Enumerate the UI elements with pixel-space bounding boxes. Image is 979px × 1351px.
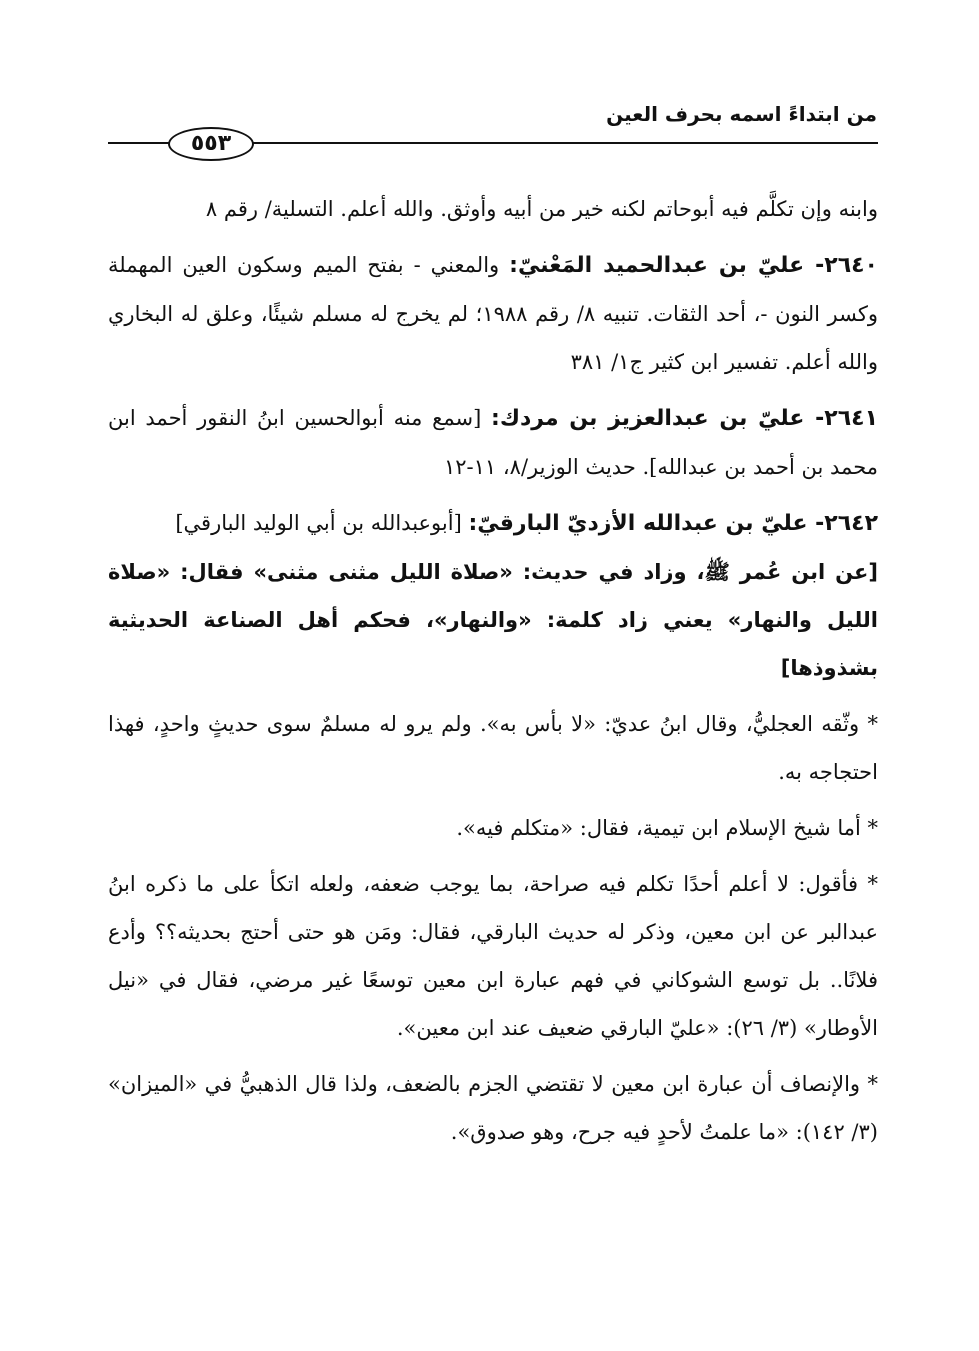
paragraph-ibn-taymiyya: * أما شيخ الإسلام ابن تيمية، فقال: «متكلم فيه». (456, 816, 878, 840)
entry-2642 (108, 499, 878, 548)
entry-2642-text: [أبوعبدالله بن أبي الوليد البارقي] (175, 511, 462, 535)
page-body (108, 185, 878, 1164)
entry-2640 (108, 241, 878, 386)
paragraph-author-opinion: * فأقول: لا أعلم أحدًا تكلم فيه صراحة، بما يوجب ضعفه، ولعله اتكأ على ما ذكره ابنُ عبدالبر عن ابن معين، وذكر له حديث البارقي، فقال: ومَن هو حتى أحتج بحديثه؟؟ وأدع فلانًا.. بل توسع الشوكاني في فهم عبارة ابن معين توسعًا غير مرضي، فقال في «نيل الأوطار» (٣/ ٢٦): «عليّ البارقي ضعيف عند ابن معين». (108, 872, 878, 1040)
entry-2641-heading: ٢٦٤١- عليّ بن عبدالعزيز بن مردك: (491, 406, 878, 431)
entry-2642-heading: ٢٦٤٢- عليّ بن عبدالله الأزديّ البارقيّ: (468, 511, 878, 536)
continuation-paragraph: وابنه وإن تكلَّم فيه أبوحاتم لكنه خير من أبيه وأوثق. والله أعلم. التسلية/ رقم ٨ (205, 197, 878, 221)
paragraph-insaf: * والإنصاف أن عبارة ابن معين لا تقتضي الجزم بالضعف، ولذا قال الذهبيُّ في «الميزان» (٣/ ١٤٢): «ما علمتُ لأحدٍ فيه جرح، وهو صدوق». (108, 1072, 878, 1144)
entry-2640-text: والمعني - بفتح الميم وسكون العين المهملة وكسر النون -، أحد الثقات. تنبيه ٨/ رقم ١٩٨٨؛ لم يخرج له مسلم شيئًا، وعلق له البخاري والله أعلم. تفسير ابن كثير ج١/ ٣٨١ (108, 253, 878, 374)
entry-2641-text: [سمع منه أبوالحسين ابنُ النقور أحمد ابن محمد بن أحمد بن عبدالله]. حديث الوزير/٨، ١١-١٢ (108, 406, 878, 479)
entry-2640-heading: ٢٦٤٠- عليّ بن عبدالحميد المَعْنيّ: (509, 253, 878, 278)
entry-2642-note: [عن ابن عُمر ﷺ، وزاد في حديث: «صلاة الليل مثنى مثنى» فقال: «صلاة الليل والنهار» يعني زاد كلمة: «والنهار»، فحكم أهل الصناعة الحديثية بشذوذها] (108, 560, 878, 680)
page-number-badge: ٥٥٣ (168, 127, 254, 161)
running-header-title: من ابتداءً اسمه بحرف العين (606, 102, 877, 126)
paragraph-ijli: * وثّقه العجليُّ، وقال ابنُ عديّ: «لا بأس به». ولم يرو له مسلمٌ سوى حديثٍ واحدٍ، فهذا احتجاجه به. (108, 712, 878, 784)
entry-2641 (108, 394, 878, 491)
